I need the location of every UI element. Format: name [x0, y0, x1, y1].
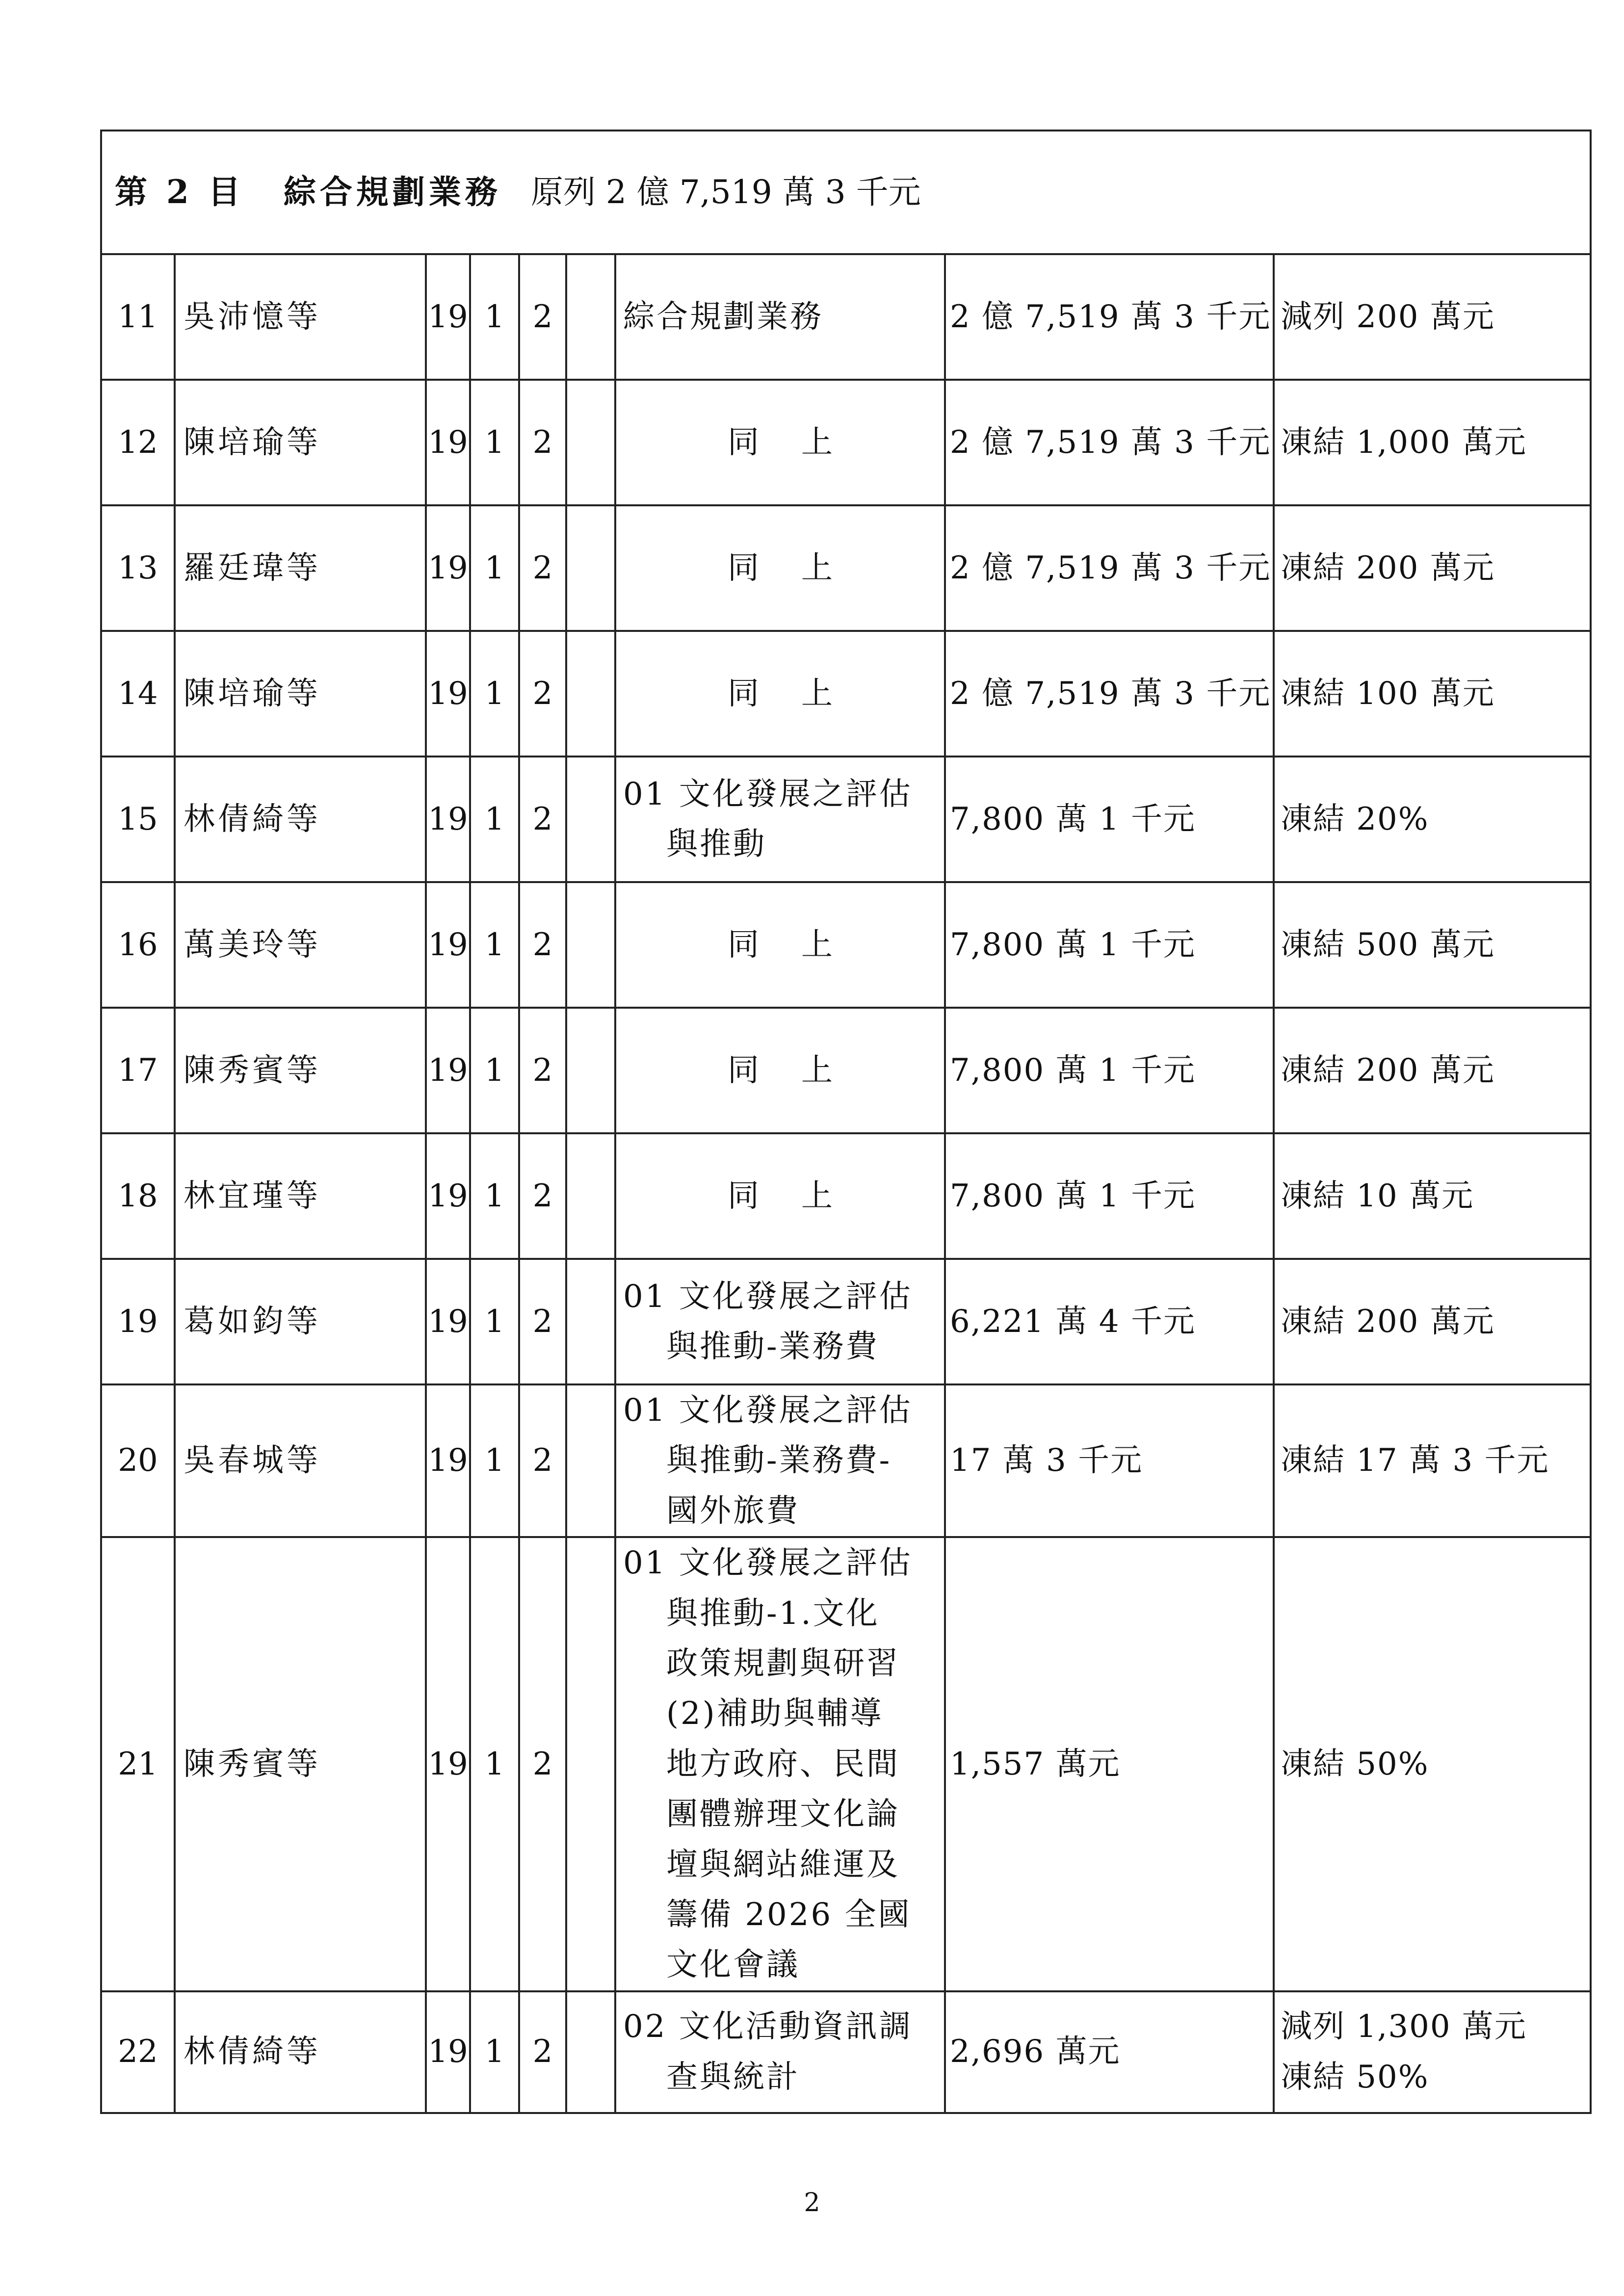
resolution-line: 凍結 200 萬元: [1281, 1052, 1495, 1089]
row-number: 14: [101, 631, 175, 757]
resolution-action: [1274, 1991, 1591, 2113]
budget-item: [615, 1537, 945, 1991]
code-column-3: 2: [519, 1133, 566, 1259]
same-as-above-2: 上: [801, 675, 833, 712]
table-row: [101, 882, 1591, 1008]
budget-amount: 2 億 7,519 萬 3 千元: [945, 505, 1274, 631]
budget-amount: 1,557 萬元: [945, 1537, 1274, 1991]
resolution-line: 凍結 200 萬元: [1281, 549, 1495, 586]
table-row: [101, 1991, 1591, 2113]
budget-item-line: (2)補助與輔導: [666, 1696, 884, 1732]
budget-item: [615, 1384, 945, 1537]
code-column-4: [566, 380, 615, 505]
code-column-1: 19: [426, 254, 470, 380]
code-column-2: 1: [470, 1133, 519, 1259]
code-column-3: 2: [519, 1259, 566, 1384]
code-column-1: 19: [426, 1991, 470, 2113]
table-row: [101, 631, 1591, 757]
code-column-2: 1: [470, 1008, 519, 1133]
resolution-action: [1274, 1008, 1591, 1133]
proposer-name: 陳培瑜等: [175, 380, 426, 505]
budget-item-line: 查與統計: [666, 2059, 800, 2095]
budget-item: [615, 757, 945, 882]
resolution-line: 凍結 17 萬 3 千元: [1281, 1442, 1549, 1479]
resolution-action: [1274, 631, 1591, 757]
resolution-line: 減列 200 萬元: [1281, 298, 1495, 335]
same-as-above-2: 上: [801, 549, 833, 586]
code-column-3: 2: [519, 631, 566, 757]
row-number: 21: [101, 1537, 175, 1991]
code-column-2: 1: [470, 882, 519, 1008]
code-column-1: 19: [426, 757, 470, 882]
proposer-name: 吳春城等: [175, 1384, 426, 1537]
code-column-4: [566, 1259, 615, 1384]
same-as-above-1: 同: [728, 675, 759, 712]
section-header-row: [101, 130, 1591, 254]
code-column-2: 1: [470, 505, 519, 631]
budget-item-line: 綜合規劃業務: [623, 298, 823, 335]
table-row: [101, 1259, 1591, 1384]
section-name: 綜合規劃業務: [283, 173, 501, 211]
table-row: [101, 1537, 1591, 1991]
resolution-line: 凍結 50%: [1281, 1746, 1429, 1782]
code-column-2: 1: [470, 254, 519, 380]
resolution-action: [1274, 254, 1591, 380]
row-number: 12: [101, 380, 175, 505]
budget-item-line: 01 文化發展之評估: [623, 776, 913, 812]
resolution-line: 凍結 20%: [1281, 801, 1429, 837]
code-column-1: 19: [426, 882, 470, 1008]
code-column-1: 19: [426, 505, 470, 631]
budget-amount: 7,800 萬 1 千元: [945, 757, 1274, 882]
code-column-4: [566, 1133, 615, 1259]
proposer-name: 萬美玲等: [175, 882, 426, 1008]
code-column-2: 1: [470, 757, 519, 882]
code-column-4: [566, 882, 615, 1008]
code-column-2: 1: [470, 1991, 519, 2113]
code-column-4: [566, 1537, 615, 1991]
code-column-1: 19: [426, 380, 470, 505]
row-number: 19: [101, 1259, 175, 1384]
code-column-1: 19: [426, 631, 470, 757]
resolution-action: [1274, 882, 1591, 1008]
code-column-4: [566, 631, 615, 757]
proposer-name: 林倩綺等: [175, 757, 426, 882]
code-column-4: [566, 1008, 615, 1133]
code-column-3: 2: [519, 882, 566, 1008]
code-column-3: 2: [519, 1384, 566, 1537]
code-column-3: 2: [519, 757, 566, 882]
budget-item: [615, 380, 945, 505]
row-number: 11: [101, 254, 175, 380]
code-column-4: [566, 505, 615, 631]
proposer-name: 吳沛憶等: [175, 254, 426, 380]
resolution-line: 凍結 500 萬元: [1281, 926, 1495, 963]
budget-amount: 17 萬 3 千元: [945, 1384, 1274, 1537]
table-row: [101, 1384, 1591, 1537]
budget-amount: 2 億 7,519 萬 3 千元: [945, 380, 1274, 505]
code-column-2: 1: [470, 631, 519, 757]
resolution-action: [1274, 1259, 1591, 1384]
budget-item-line: 與推動-1.文化: [666, 1595, 880, 1632]
same-as-above-2: 上: [801, 424, 833, 461]
resolution-action: [1274, 505, 1591, 631]
page-number: 2: [804, 2188, 820, 2218]
row-number: 18: [101, 1133, 175, 1259]
row-number: 20: [101, 1384, 175, 1537]
proposer-name: 陳培瑜等: [175, 631, 426, 757]
code-column-3: 2: [519, 1991, 566, 2113]
same-as-above-1: 同: [728, 1052, 759, 1089]
budget-item-line: 壇與網站維運及: [666, 1846, 900, 1883]
row-number: 17: [101, 1008, 175, 1133]
table-row: [101, 1133, 1591, 1259]
section-label: 第 2 目: [115, 173, 244, 211]
proposer-name: 陳秀賓等: [175, 1008, 426, 1133]
code-column-1: 19: [426, 1384, 470, 1537]
table-row: [101, 757, 1591, 882]
budget-item-line: 與推動-業務費-: [666, 1442, 892, 1479]
budget-table: [100, 130, 1592, 2114]
same-as-above-2: 上: [801, 1052, 833, 1089]
budget-item-line: 01 文化發展之評估: [623, 1545, 913, 1582]
proposer-name: 葛如鈞等: [175, 1259, 426, 1384]
budget-amount: 7,800 萬 1 千元: [945, 882, 1274, 1008]
budget-item: [615, 254, 945, 380]
resolution-line: 凍結 50%: [1281, 2059, 1429, 2095]
code-column-1: 19: [426, 1008, 470, 1133]
code-column-2: 1: [470, 380, 519, 505]
budget-amount: 7,800 萬 1 千元: [945, 1133, 1274, 1259]
resolution-action: [1274, 1384, 1591, 1537]
code-column-4: [566, 1991, 615, 2113]
table-row: [101, 1008, 1591, 1133]
code-column-2: 1: [470, 1259, 519, 1384]
code-column-2: 1: [470, 1384, 519, 1537]
budget-item-line: 與推動: [666, 826, 766, 862]
code-column-3: 2: [519, 380, 566, 505]
resolution-action: [1274, 1537, 1591, 1991]
resolution-action: [1274, 380, 1591, 505]
budget-item-line: 地方政府、民間: [666, 1746, 900, 1782]
resolution-line: 凍結 10 萬元: [1281, 1177, 1474, 1214]
table-row: [101, 380, 1591, 505]
resolution-line: 減列 1,300 萬元: [1281, 2009, 1527, 2045]
section-original-amount: 原列 2 億 7,519 萬 3 千元: [530, 173, 921, 211]
code-column-4: [566, 254, 615, 380]
code-column-4: [566, 1384, 615, 1537]
proposer-name: 林宜瑾等: [175, 1133, 426, 1259]
resolution-line: 凍結 200 萬元: [1281, 1303, 1495, 1340]
same-as-above-1: 同: [728, 1177, 759, 1214]
budget-amount: 7,800 萬 1 千元: [945, 1008, 1274, 1133]
proposer-name: 陳秀賓等: [175, 1537, 426, 1991]
budget-item-line: 01 文化發展之評估: [623, 1278, 913, 1315]
code-column-1: 19: [426, 1537, 470, 1991]
budget-item: [615, 882, 945, 1008]
budget-amount: 2 億 7,519 萬 3 千元: [945, 631, 1274, 757]
budget-item-line: 團體辦理文化論: [666, 1796, 900, 1833]
row-number: 22: [101, 1991, 175, 2113]
section-title: [101, 130, 1591, 254]
table-row: [101, 254, 1591, 380]
budget-item: [615, 1008, 945, 1133]
proposer-name: 羅廷瑋等: [175, 505, 426, 631]
resolution-action: [1274, 757, 1591, 882]
budget-item-line: 02 文化活動資訊調: [623, 2009, 913, 2045]
code-column-3: 2: [519, 1537, 566, 1991]
table-row: [101, 505, 1591, 631]
same-as-above-1: 同: [728, 926, 759, 963]
budget-item: [615, 1259, 945, 1384]
row-number: 13: [101, 505, 175, 631]
budget-item-line: 籌備 2026 全國: [666, 1896, 912, 1933]
same-as-above-1: 同: [728, 549, 759, 586]
budget-amount: 2 億 7,519 萬 3 千元: [945, 254, 1274, 380]
resolution-line: 凍結 100 萬元: [1281, 675, 1495, 712]
same-as-above-2: 上: [801, 1177, 833, 1214]
proposer-name: 林倩綺等: [175, 1991, 426, 2113]
budget-item-line: 國外旅費: [666, 1492, 800, 1529]
same-as-above-1: 同: [728, 424, 759, 461]
budget-item-line: 政策規劃與研習: [666, 1645, 900, 1682]
budget-item-line: 01 文化發展之評估: [623, 1392, 913, 1429]
budget-amount: 6,221 萬 4 千元: [945, 1259, 1274, 1384]
code-column-1: 19: [426, 1259, 470, 1384]
row-number: 15: [101, 757, 175, 882]
resolution-action: [1274, 1133, 1591, 1259]
budget-item: [615, 505, 945, 631]
same-as-above-2: 上: [801, 926, 833, 963]
budget-item: [615, 1991, 945, 2113]
budget-item: [615, 631, 945, 757]
budget-item-line: 與推動-業務費: [666, 1329, 879, 1365]
resolution-line: 凍結 1,000 萬元: [1281, 424, 1527, 461]
code-column-4: [566, 757, 615, 882]
budget-amount: 2,696 萬元: [945, 1991, 1274, 2113]
code-column-3: 2: [519, 505, 566, 631]
budget-item-line: 文化會議: [666, 1947, 800, 1983]
code-column-3: 2: [519, 1008, 566, 1133]
code-column-1: 19: [426, 1133, 470, 1259]
code-column-2: 1: [470, 1537, 519, 1991]
row-number: 16: [101, 882, 175, 1008]
budget-item: [615, 1133, 945, 1259]
code-column-3: 2: [519, 254, 566, 380]
